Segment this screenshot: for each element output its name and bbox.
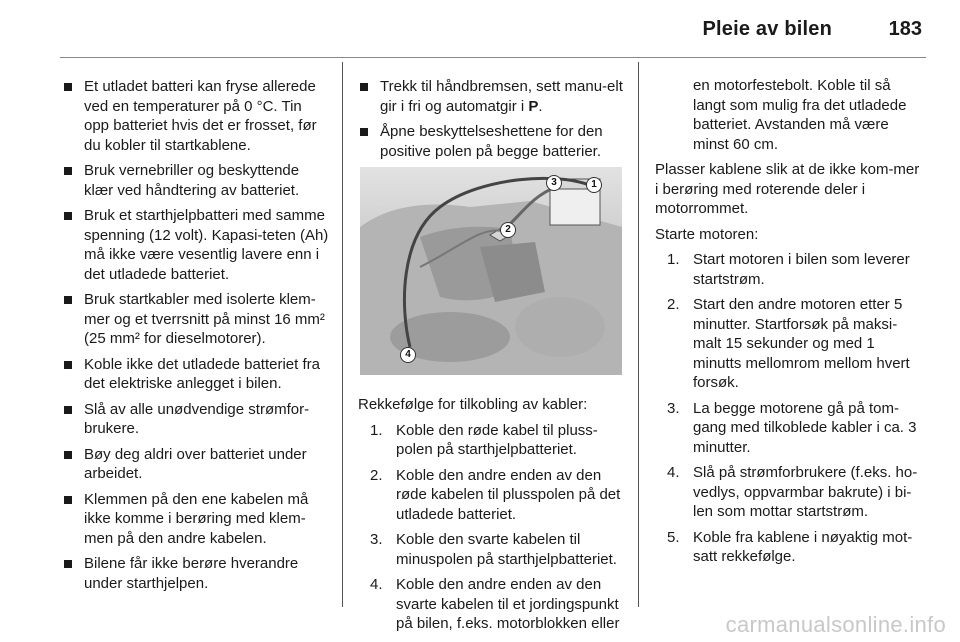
step-text: Koble den røde kabel til pluss-polen på starthjelpbatteriet. [396,421,598,458]
list-item [667,528,925,567]
list-item [667,463,925,522]
step-number: 1. [667,251,680,268]
step-number: 4. [667,464,680,481]
list-item: Slå av alle unødvendige strømfor-brukere. [62,400,330,439]
list-item: Et utladet batteri kan fryse allerede ved en temperaturer på 0 °C. Tin opp batteriet hvis det er frosset, før du kobler til startkablene. [62,77,330,155]
sequence-intro: Rekkefølge for tilkobling av kabler: [358,396,588,413]
step-continuation: en motorfestebolt. Koble til så langt som mulig fra det utladede batteriet. Avstanden må være minst 60 cm. [693,77,907,153]
column-1 [62,77,330,599]
callout-3: 3 [546,175,562,191]
start-engine-heading: Starte motoren: [655,225,759,243]
column-divider-1 [342,62,343,607]
cable-placement-text: Plasser kablene slik at de ikke kom-mer i berøring med roterende deler i motorrommet. [655,161,920,217]
list-item: Bilene får ikke berøre hverandre under starthjelpen. [62,554,330,593]
engine-bay-drawing [360,167,622,375]
step-text: Koble den andre enden av den svarte kabelen til et jordingspunkt på bilen, f.eks. motorblokken eller [396,576,620,632]
step-number: 1. [370,421,383,439]
list-item: Åpne beskyttelseshettene for den positive polen på begge batterier. [358,122,626,161]
step-text: Koble den andre enden av den røde kabelen til plusspolen på det utladede batteriet. [396,466,621,523]
step-text: Start motoren i bilen som leverer startstrøm. [693,251,910,288]
step-text: Start den andre motoren etter 5 minutter. Startforsøk på maksi-malt 15 sekunder og med 1 minutts mellomrom mellom hvert forsøk. [693,296,910,391]
list-item [667,250,925,289]
callout-2: 2 [500,222,516,238]
list-item: Bøy deg aldri over batteriet under arbeidet. [62,445,330,484]
list-item [667,295,925,393]
callout-1: 1 [586,177,602,193]
list-item [370,421,626,460]
step-text: La begge motorene gå på tom-gang med tilkoblede kabler i ca. 3 minutter. [693,399,917,456]
list-item: Bruk startkabler med isolerte klem-mer og et tverrsnitt på minst 16 mm² (25 mm² for dieselmotorer). [62,290,330,349]
list-item: Bruk vernebriller og beskyttende klær ved håndtering av batteriet. [62,161,330,200]
header-divider [60,57,926,58]
list-item [667,399,925,458]
page-header-title: Pleie av bilen [702,18,832,40]
step-text: Slå på strømforbrukere (f.eks. ho-vedlys, oppvarmbar bakrute) i bi-len som mottar startstrøm. [693,464,918,520]
list-item [370,575,626,634]
list-item: Bruk et starthjelpbatteri med samme spenning (12 volt). Kapasi-teten (Ah) må ikke være vesentlig lavere enn i det utladede batteriet. [62,206,330,284]
page-number: 183 [888,18,922,40]
column-divider-2 [638,62,639,607]
watermark: carmanualsonline.info [725,612,946,637]
list-item [358,77,626,116]
jump-start-illustration [360,167,622,375]
list-item: Klemmen på den ene kabelen må ikke komme i berøring med klem-men på den andre kabelen. [62,490,330,549]
gear-position-label: P [528,97,539,115]
bullet-text: Trekk til håndbremsen, sett manu-elt gir i fri og automatgir i [380,78,623,115]
list-item [370,530,626,569]
step-number: 4. [370,576,383,593]
list-item: Koble ikke det utladede batteriet fra det elektriske anlegget i bilen. [62,355,330,394]
step-number: 5. [667,528,680,546]
list-item [370,466,626,525]
step-number: 3. [370,531,383,548]
bullet-text-end: . [538,97,543,115]
step-number: 3. [667,399,680,417]
column-3 [655,77,925,573]
step-text: Koble fra kablene i nøyaktig mot-satt rekkefølge. [693,528,913,565]
step-number: 2. [667,296,680,313]
step-number: 2. [370,466,383,484]
column-2 [358,77,626,640]
step-text: Koble den svarte kabelen til minuspolen på starthjelpbatteriet. [396,531,617,568]
callout-4: 4 [400,347,416,363]
